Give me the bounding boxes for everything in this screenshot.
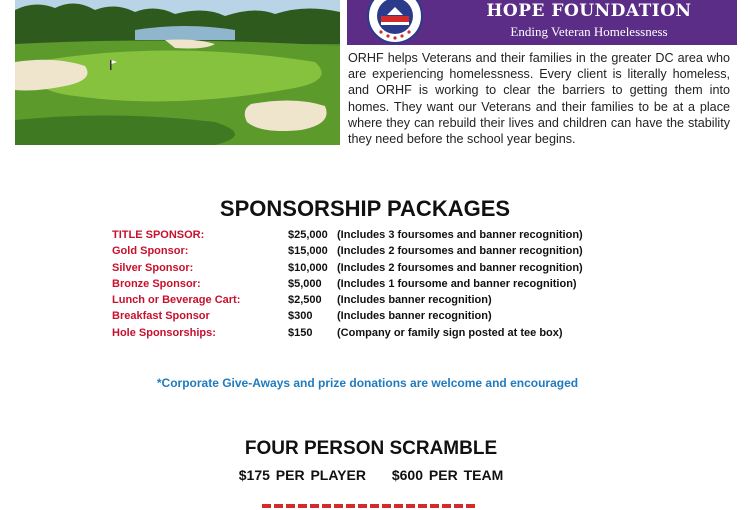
sponsor-description: (Includes banner recognition) xyxy=(337,310,492,323)
foundation-title: HOPE FOUNDATION xyxy=(486,1,692,21)
sponsor-name: Silver Sponsor: xyxy=(112,261,194,274)
sponsor-price: $5,000 xyxy=(288,277,322,290)
sponsor-name: Lunch or Beverage Cart: xyxy=(112,294,241,307)
hope-foundation-seal xyxy=(367,0,423,44)
foundation-banner xyxy=(347,0,737,45)
golf-course-photo xyxy=(15,0,340,145)
sponsor-price: $15,000 xyxy=(288,245,328,258)
sponsor-row xyxy=(112,310,632,326)
sponsor-row xyxy=(112,327,632,343)
sponsor-row xyxy=(112,294,632,310)
sponsor-name: Gold Sponsor: xyxy=(112,245,189,258)
sponsor-description: (Includes 1 foursome and banner recognition) xyxy=(337,277,577,290)
sponsor-price: $25,000 xyxy=(288,229,328,241)
sponsor-price: $300 xyxy=(288,310,313,323)
price-per-team: $600 PER TEAM xyxy=(391,467,504,483)
sponsor-description: (Includes banner recognition) xyxy=(337,294,492,307)
price-per-player: $175 PER PLAYER xyxy=(238,467,366,483)
sponsor-row xyxy=(112,245,632,261)
about-paragraph: ORHF helps Veterans and their families in the greater DC area who are experiencing homelessness. Every client is literally homeless, and ORHF is working to clear the barriers to getting them into homes. They want our Veterans and their families to be at a place where they can rebuild their lives and children can have the stability they need before the school year begins. xyxy=(348,51,730,147)
scramble-heading: FOUR PERSON SCRAMBLE xyxy=(244,438,498,459)
sponsor-description: (Company or family sign posted at tee box) xyxy=(337,326,563,339)
foundation-tagline: Ending Veteran Homelessness xyxy=(510,24,668,39)
sponsor-description: (Includes 2 foursomes and banner recognition) xyxy=(337,245,583,258)
sponsor-name: Breakfast Sponsor xyxy=(112,310,210,323)
sponsor-row xyxy=(112,278,632,294)
sponsor-name: TITLE SPONSOR: xyxy=(112,229,205,241)
sponsor-price: $2,500 xyxy=(288,294,322,307)
sponsor-description: (Includes 3 foursomes and banner recognition) xyxy=(337,229,583,241)
cut-off-text-fragment xyxy=(262,504,478,508)
cut-off-red-heading xyxy=(0,504,742,510)
sponsor-price: $10,000 xyxy=(288,261,328,274)
donations-note: *Corporate Give-Aways and prize donations are welcome and encouraged xyxy=(156,376,579,390)
sponsorship-heading: SPONSORSHIP PACKAGES xyxy=(219,196,511,221)
sponsor-name: Hole Sponsorships: xyxy=(112,326,216,339)
sponsor-description: (Includes 2 foursomes and banner recognition) xyxy=(337,261,583,274)
sponsor-row xyxy=(112,229,632,245)
sponsor-name: Bronze Sponsor: xyxy=(112,277,201,290)
sponsorship-list xyxy=(112,229,632,343)
sponsor-row xyxy=(112,262,632,278)
sponsor-price: $150 xyxy=(288,326,313,339)
scramble-pricing xyxy=(0,467,742,483)
